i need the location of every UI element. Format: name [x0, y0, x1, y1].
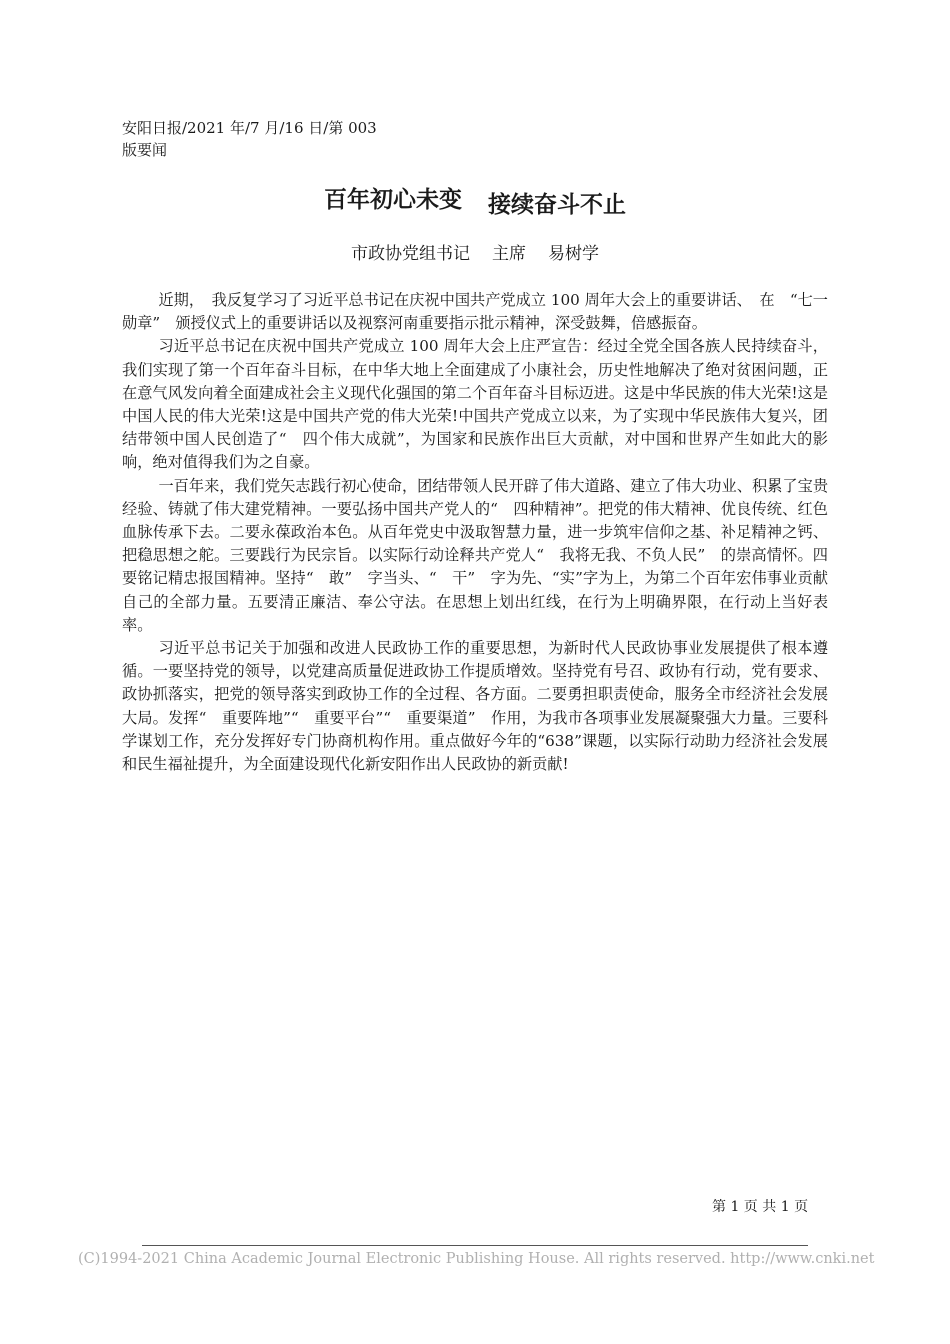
paragraph: 习近平总书记在庆祝中国共产党成立 100 周年大会上庄严宣告：经过全党全国各族人民持续奋斗，我们实现了第一个百年奋斗目标，在中华大地上全面建成了小康社会，历史性地解决了绝对贫困问题，正在意气风发向着全面建成社会主义现代化强国的第二个百年奋斗目标迈进。这是中华民族的伟大光荣!这是中国人民的伟大光荣!这是中国共产党的伟大光荣!中国共产党成立以来，为了实现中华民族伟大复兴，团结带领中国人民创造了“ 四个伟大成就”，为国家和民族作出巨大贡献，对中国和世界产生如此大的影响，绝对值得我们为之自豪。	[122, 337, 828, 472]
paragraph: 一百年来，我们党矢志践行初心使命，团结带领人民开辟了伟大道路、建立了伟大功业、积累了宝贵经验、铸就了伟大建党精神。一要弘扬中国共产党人的“ 四种精神”。把党的伟大精神、优良传统、红色血脉传承下去。二要永葆政治本色。从百年党史中汲取智慧力量，进一步筑牢信仰之基、补足精神之钙、把稳思想之舵。三要践行为民宗旨。以实际行动诠释共产党人“ 我将无我、不负人民” 的崇高情怀。四要铭记精忠报国精神。坚持“ 敢” 字当头、“ 干” 字为先、“实”字为上，为第二个百年宏伟事业贡献自己的全部力量。五要清正廉洁、奉公守法。在思想上划出红线，在行为上明确界限，在行动上当好表率。	[122, 476, 828, 634]
source-line-2: 版要闻	[122, 141, 168, 159]
title-part-2: 接续奋斗不止	[488, 192, 626, 218]
byline-role-2: 主席	[492, 244, 526, 264]
source-info	[122, 117, 377, 161]
byline-author-name: 易树学	[548, 244, 599, 264]
page-number: 第 1 页 共 1 页	[712, 1199, 809, 1215]
footer-divider	[142, 1245, 808, 1246]
paragraph: 习近平总书记关于加强和改进人民政协工作的重要思想，为新时代人民政协事业发展提供了根本遵循。一要坚持党的领导，以党建高质量促进政协工作提质增效。坚持党有号召、政协有行动，党有要求、政协抓落实，把党的领导落实到政协工作的全过程、各方面。二要勇担职责使命，服务全市经济社会发展大局。发挥“ 重要阵地”“ 重要平台”“ 重要渠道” 作用，为我市各项事业发展凝聚强大力量。三要科学谋划工作，充分发挥好专门协商机构作用。重点做好今年的“638”课题，以实际行动助力经济社会发展和民生福祉提升，为全面建设现代化新安阳作出人民政协的新贡献!	[122, 639, 828, 774]
article-body	[122, 289, 828, 776]
article-title	[0, 183, 950, 217]
author-byline	[0, 241, 950, 267]
copyright-notice: (C)1994-2021 China Academic Journal Electronic Publishing House. All rights reserved. http://www.cnki.net	[78, 1251, 875, 1267]
byline-role-1: 市政协党组书记	[351, 244, 470, 264]
source-line-1: 安阳日报/2021 年/7 月/16 日/第 003	[122, 119, 377, 137]
paragraph: 近期， 我反复学习了习近平总书记在庆祝中国共产党成立 100 周年大会上的重要讲话、 在 “七一勋章” 颁授仪式上的重要讲话以及视察河南重要指示批示精神，深受鼓舞，倍感振奋。	[122, 291, 828, 333]
title-part-1: 百年初心未变	[324, 187, 462, 213]
